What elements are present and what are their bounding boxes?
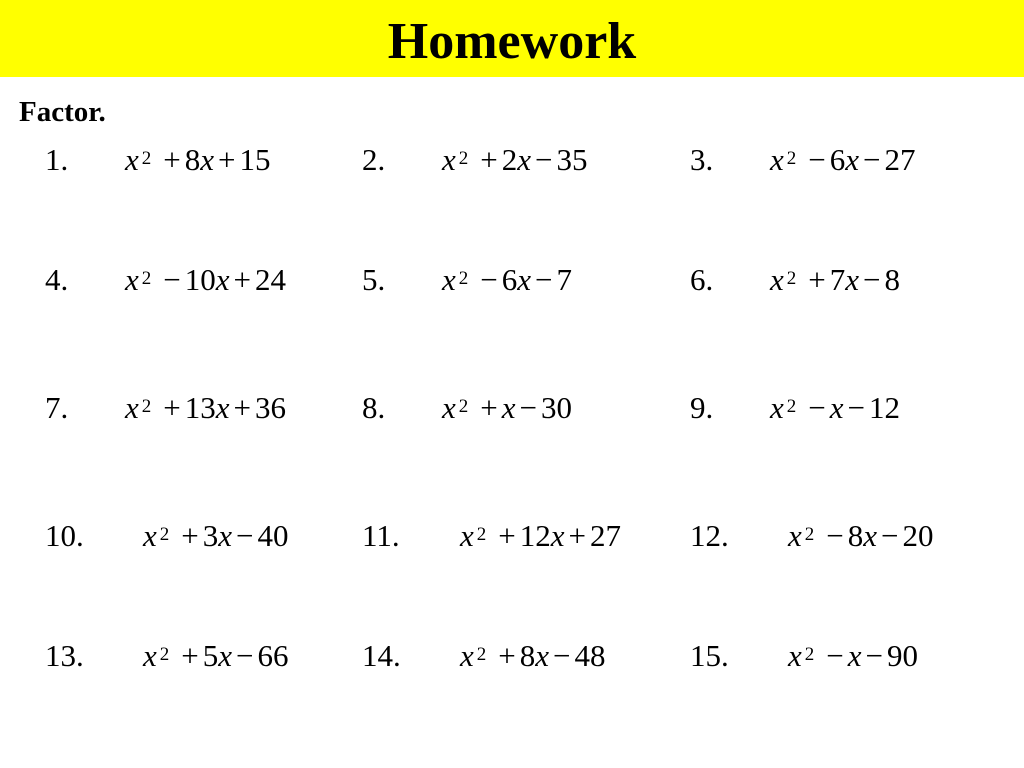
exponent: 2 xyxy=(786,148,797,169)
variable-x: x xyxy=(125,390,139,425)
operator: − xyxy=(808,390,826,425)
operator: + xyxy=(498,638,516,673)
operator: + xyxy=(218,142,236,177)
problem-number: 7. xyxy=(45,390,69,425)
polynomial-expression xyxy=(788,636,918,681)
polynomial-expression xyxy=(442,140,588,185)
problem-number: 8. xyxy=(362,390,386,425)
linear-coefficient: 8 xyxy=(184,142,201,177)
constant-term: 8 xyxy=(884,262,900,297)
exponent: 2 xyxy=(804,644,815,665)
operator: − xyxy=(847,390,865,425)
polynomial-expression xyxy=(125,260,286,305)
exponent: 2 xyxy=(141,396,152,417)
linear-coefficient: 6 xyxy=(829,142,846,177)
exponent: 2 xyxy=(141,148,152,169)
operator: − xyxy=(826,518,844,553)
page-title: Homework xyxy=(387,13,637,70)
polynomial-expression xyxy=(125,140,271,185)
polynomial-expression xyxy=(143,516,289,561)
linear-coefficient: 5 xyxy=(202,638,219,673)
exponent: 2 xyxy=(476,644,487,665)
exponent: 2 xyxy=(458,396,469,417)
variable-x: x xyxy=(460,518,474,553)
problem-number: 14. xyxy=(362,638,401,673)
problem-number: 9. xyxy=(690,390,714,425)
variable-x: x xyxy=(125,262,139,297)
operator: + xyxy=(163,142,181,177)
exponent: 2 xyxy=(159,524,170,545)
constant-term: 66 xyxy=(257,638,289,673)
variable-x: x xyxy=(517,262,532,297)
polynomial-expression xyxy=(442,260,572,305)
operator: + xyxy=(233,390,251,425)
variable-x: x xyxy=(442,142,456,177)
problem-number: 2. xyxy=(362,142,386,177)
linear-coefficient: 6 xyxy=(501,262,518,297)
operator: − xyxy=(881,518,899,553)
polynomial-expression xyxy=(125,388,286,433)
operator: − xyxy=(236,638,254,673)
problem-number: 13. xyxy=(45,638,84,673)
variable-x: x xyxy=(829,390,844,425)
problem-number: 3. xyxy=(690,142,714,177)
constant-term: 48 xyxy=(574,638,606,673)
linear-coefficient: 2 xyxy=(501,142,518,177)
operator: + xyxy=(568,518,586,553)
exponent: 2 xyxy=(476,524,487,545)
linear-coefficient: 7 xyxy=(829,262,846,297)
operator: + xyxy=(181,518,199,553)
variable-x: x xyxy=(442,262,456,297)
variable-x: x xyxy=(143,638,157,673)
operator: − xyxy=(808,142,826,177)
variable-x: x xyxy=(847,638,862,673)
variable-x: x xyxy=(517,142,532,177)
constant-term: 12 xyxy=(869,390,900,425)
variable-x: x xyxy=(770,262,784,297)
constant-term: 20 xyxy=(902,518,934,553)
polynomial-expression xyxy=(770,140,916,185)
operator: − xyxy=(535,262,553,297)
constant-term: 7 xyxy=(556,262,572,297)
polynomial-expression xyxy=(770,388,900,433)
operator: + xyxy=(181,638,199,673)
constant-term: 27 xyxy=(590,518,621,553)
variable-x: x xyxy=(788,518,802,553)
operator: + xyxy=(233,262,251,297)
problem-number: 4. xyxy=(45,262,69,297)
polynomial-expression xyxy=(788,516,934,561)
operator: − xyxy=(236,518,254,553)
variable-x: x xyxy=(200,142,215,177)
operator: − xyxy=(480,262,498,297)
constant-term: 36 xyxy=(255,390,286,425)
polynomial-expression xyxy=(143,636,289,681)
operator: − xyxy=(865,638,883,673)
constant-term: 90 xyxy=(887,638,918,673)
variable-x: x xyxy=(125,142,139,177)
variable-x: x xyxy=(770,142,784,177)
linear-coefficient: 3 xyxy=(202,518,219,553)
problem-number: 15. xyxy=(690,638,729,673)
variable-x: x xyxy=(218,518,233,553)
problem-number: 10. xyxy=(45,518,84,553)
exponent: 2 xyxy=(458,148,469,169)
linear-coefficient: 13 xyxy=(184,390,216,425)
operator: + xyxy=(163,390,181,425)
operator: + xyxy=(808,262,826,297)
variable-x: x xyxy=(770,390,784,425)
variable-x: x xyxy=(535,638,550,673)
exponent: 2 xyxy=(786,396,797,417)
constant-term: 30 xyxy=(541,390,572,425)
linear-coefficient: 8 xyxy=(847,518,864,553)
operator: + xyxy=(480,390,498,425)
constant-term: 27 xyxy=(884,142,916,177)
polynomial-expression xyxy=(770,260,900,305)
operator: − xyxy=(163,262,181,297)
operator: + xyxy=(498,518,516,553)
exponent: 2 xyxy=(804,524,815,545)
variable-x: x xyxy=(215,390,230,425)
problem-number: 12. xyxy=(690,518,729,553)
linear-coefficient: 8 xyxy=(519,638,536,673)
variable-x: x xyxy=(845,142,860,177)
linear-coefficient: 10 xyxy=(184,262,216,297)
variable-x: x xyxy=(550,518,565,553)
operator: − xyxy=(826,638,844,673)
exponent: 2 xyxy=(159,644,170,665)
variable-x: x xyxy=(143,518,157,553)
operator: − xyxy=(863,142,881,177)
constant-term: 40 xyxy=(257,518,289,553)
exponent: 2 xyxy=(141,268,152,289)
operator: − xyxy=(519,390,537,425)
polynomial-expression xyxy=(460,516,621,561)
variable-x: x xyxy=(845,262,860,297)
linear-coefficient: 12 xyxy=(519,518,551,553)
operator: + xyxy=(480,142,498,177)
variable-x: x xyxy=(460,638,474,673)
variable-x: x xyxy=(215,262,230,297)
problem-number: 11. xyxy=(362,518,400,553)
polynomial-expression xyxy=(460,636,606,681)
variable-x: x xyxy=(218,638,233,673)
problem-number: 6. xyxy=(690,262,714,297)
exponent: 2 xyxy=(786,268,797,289)
operator: − xyxy=(553,638,571,673)
constant-term: 35 xyxy=(556,142,588,177)
problem-number: 1. xyxy=(45,142,69,177)
variable-x: x xyxy=(442,390,456,425)
polynomial-expression xyxy=(442,388,572,433)
constant-term: 24 xyxy=(255,262,286,297)
variable-x: x xyxy=(788,638,802,673)
constant-term: 15 xyxy=(239,142,271,177)
operator: − xyxy=(535,142,553,177)
operator: − xyxy=(863,262,881,297)
variable-x: x xyxy=(863,518,878,553)
instruction-text: Factor. xyxy=(19,96,106,128)
variable-x: x xyxy=(501,390,516,425)
problem-number: 5. xyxy=(362,262,386,297)
title-banner xyxy=(0,0,1024,77)
exponent: 2 xyxy=(458,268,469,289)
